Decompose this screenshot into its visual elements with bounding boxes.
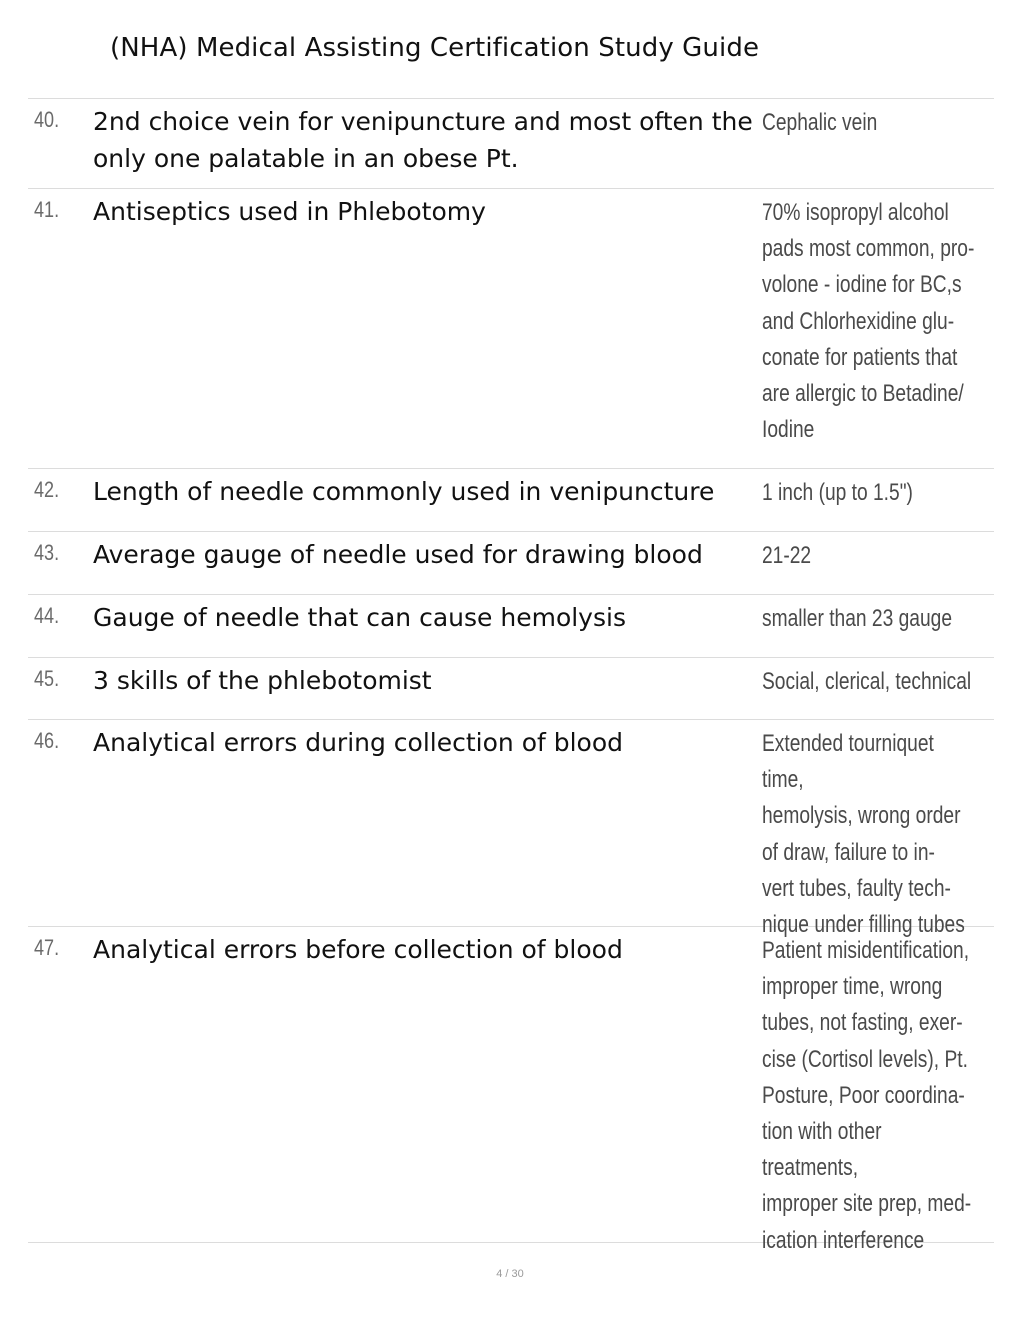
card-number: 42. xyxy=(34,477,60,502)
card-term: 2nd choice vein for venipuncture and most often the only one palatable in an obese Pt. xyxy=(93,107,753,173)
flashcard-list xyxy=(28,98,994,1254)
flashcard-row xyxy=(28,189,994,469)
card-term: Average gauge of needle used for drawing blood xyxy=(93,540,703,569)
flashcard-row xyxy=(28,469,994,532)
card-definition: smaller than 23 gauge xyxy=(762,605,952,632)
card-number: 47. xyxy=(34,935,60,960)
flashcard-row xyxy=(28,658,994,720)
card-definition: 70% isopropyl alcohol pads most common, pro- volone - iodine for BC,s and Chlorhexidine glu- conate for patients that are allergic to Betadine/ Iodine xyxy=(762,199,975,444)
card-term: Gauge of needle that can cause hemolysis xyxy=(93,603,626,632)
flashcard-row xyxy=(28,532,994,595)
card-definition: 21-22 xyxy=(762,542,812,569)
card-number: 44. xyxy=(34,603,60,628)
card-definition: Extended tourniquet time, hemolysis, wrong order of draw, failure to in- vert tubes, faulty tech- nique under filling tubes xyxy=(762,730,965,939)
card-number: 46. xyxy=(34,728,60,753)
card-number: 40. xyxy=(34,107,60,132)
card-term: 3 skills of the phlebotomist xyxy=(93,666,432,695)
card-term: Analytical errors before collection of blood xyxy=(93,935,623,964)
card-definition: Social, clerical, technical xyxy=(762,668,972,695)
card-number: 45. xyxy=(34,666,60,691)
flashcard-row xyxy=(28,720,994,939)
document-title: (NHA) Medical Assisting Certification Study Guide xyxy=(110,33,760,63)
flashcard-row xyxy=(28,99,994,189)
page-indicator: 4 / 30 xyxy=(496,1268,524,1280)
card-number: 41. xyxy=(34,197,60,222)
card-definition: 1 inch (up to 1.5") xyxy=(762,479,913,506)
card-term: Antiseptics used in Phlebotomy xyxy=(93,197,486,226)
card-number: 43. xyxy=(34,540,60,565)
card-term: Length of needle commonly used in venipuncture xyxy=(93,477,715,506)
flashcard-row xyxy=(28,927,994,1254)
card-definition: Patient misidentification, improper time, wrong tubes, not fasting, exer- cise (Cortisol levels), Pt. Posture, Poor coordina- tion with other treatments, improper site prep, med- ication interference xyxy=(762,937,972,1254)
flashcard-row xyxy=(28,595,994,658)
card-term: Analytical errors during collection of blood xyxy=(93,728,624,757)
card-definition: Cephalic vein xyxy=(762,109,878,136)
